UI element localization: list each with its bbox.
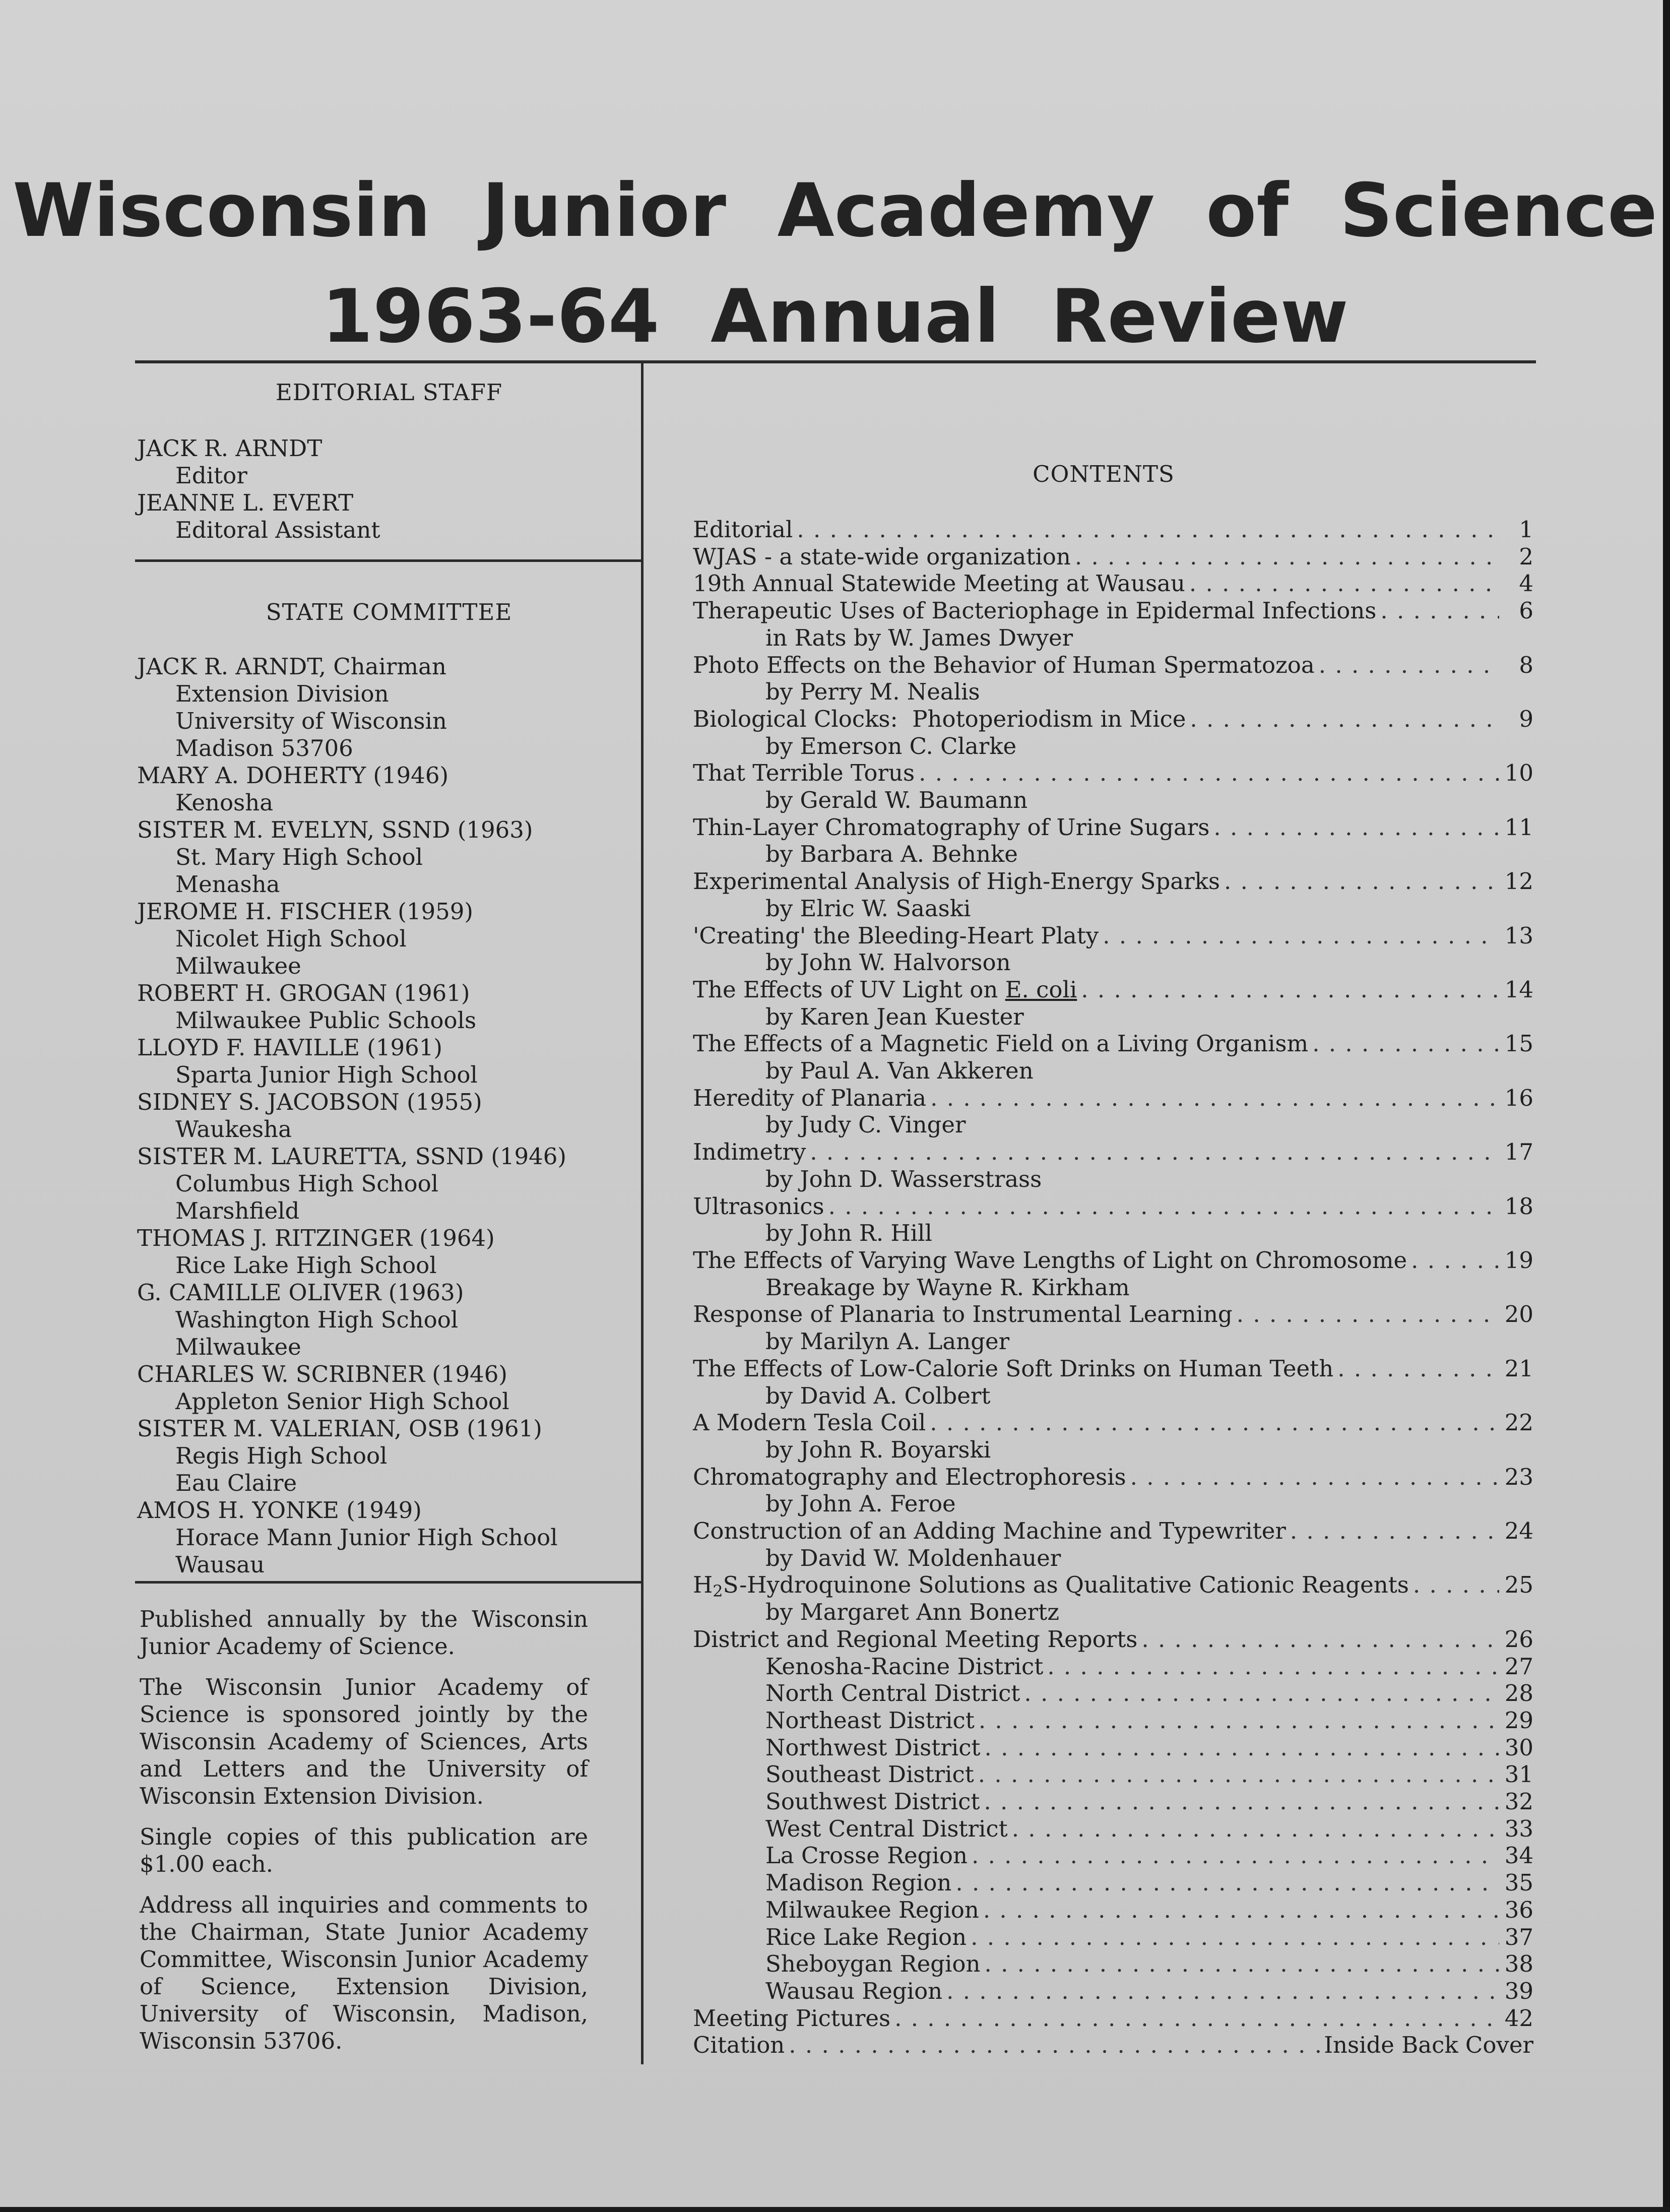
- toc-leader-dots: [1290, 1518, 1499, 1545]
- toc-entry-title: [693, 814, 1209, 841]
- toc-entry: [693, 597, 1533, 624]
- toc-entry: [693, 1653, 1533, 1680]
- toc-title-text: Northeast District: [765, 1707, 975, 1734]
- toc-entry: [693, 1950, 1533, 1978]
- toc-entry-title: [693, 1139, 806, 1166]
- toc-entry: [693, 1978, 1533, 2005]
- toc-title-text: Citation: [693, 2032, 785, 2059]
- toc-leader-dots: [1411, 1247, 1499, 1274]
- toc-entry-title: [693, 1571, 1409, 1599]
- toc-entry-author: by Barbara A. Behnke: [765, 841, 1018, 868]
- committee-detail-line: St. Mary High School: [175, 844, 423, 870]
- toc-entry-title: [693, 597, 1376, 624]
- toc-leader-dots: [1141, 1626, 1499, 1653]
- toc-entry: [693, 976, 1533, 1003]
- committee-detail-line: Columbus High School: [175, 1170, 439, 1197]
- toc-leader-dots: [1024, 1680, 1499, 1707]
- toc-entry-title: [693, 652, 1315, 679]
- toc-leader-dots: [955, 1869, 1499, 1897]
- committee-detail-line: Milwaukee Public Schools: [175, 1007, 477, 1034]
- toc-leader-dots: [984, 1950, 1499, 1978]
- toc-title-text: District and Regional Meeting Reports: [693, 1625, 1138, 1653]
- committee-detail-line: Rice Lake High School: [175, 1252, 437, 1279]
- toc-leader-dots: [946, 1978, 1499, 2005]
- toc-entry: [693, 1842, 1533, 1869]
- toc-title-text: 'Creating' the Bleeding-Heart Platy: [693, 922, 1099, 949]
- staff-line: Editoral Assistant: [175, 517, 380, 543]
- toc-entry-title: [765, 1734, 981, 1761]
- toc-leader-dots: [1213, 814, 1499, 841]
- toc-entry: [693, 1193, 1533, 1220]
- staff-line: Editor: [175, 462, 247, 489]
- toc-page-number: 11: [1504, 813, 1533, 841]
- publication-paragraph: Single copies of this publication are $1.00 each.: [140, 1823, 588, 1877]
- committee-detail-line: Milwaukee: [175, 953, 301, 979]
- toc-entry: [693, 1734, 1533, 1761]
- toc-title-text: Southwest District: [765, 1788, 980, 1815]
- toc-entry-title: [765, 1707, 975, 1734]
- toc-title-text: The Effects of UV Light on: [693, 976, 998, 1003]
- toc-leader-dots: [1130, 1464, 1499, 1491]
- toc-title-text: The Effects of Varying Wave Lengths of Light on Chromosome: [693, 1246, 1407, 1274]
- toc-title-text: That Terrible Torus: [693, 760, 915, 787]
- toc-entry: [693, 1626, 1533, 1653]
- committee-detail-line: Horace Mann Junior High School: [175, 1524, 558, 1551]
- toc-leader-dots: [1189, 570, 1499, 597]
- toc-entry: [693, 1680, 1533, 1707]
- committee-member-name: SISTER M. EVELYN, SSND (1963): [137, 816, 533, 843]
- toc-title-text: Therapeutic Uses of Bacteriophage in Epidermal Infections: [693, 597, 1377, 624]
- toc-formula-subscript: 2: [713, 1582, 723, 1601]
- toc-entry-title: [693, 1301, 1233, 1328]
- toc-page-number: 4: [1519, 570, 1533, 597]
- title-divider: [135, 360, 1536, 363]
- toc-title-text: Indimetry: [693, 1139, 806, 1166]
- committee-detail-line: Madison 53706: [175, 735, 353, 762]
- committee-detail-line: Wausau: [175, 1551, 265, 1578]
- toc-entry: [693, 1761, 1533, 1788]
- toc-entry: [693, 516, 1533, 543]
- page-title-line-1: Wisconsin Junior Academy of Science: [13, 168, 1657, 254]
- toc-title-text: WJAS - a state-wide organization: [693, 543, 1071, 570]
- toc-entry-title: [765, 1924, 967, 1951]
- toc-page-number: 9: [1519, 705, 1533, 732]
- toc-leader-dots: [1337, 1355, 1499, 1382]
- toc-entry-title: [765, 1788, 980, 1815]
- toc-page-number: 16: [1504, 1084, 1533, 1111]
- toc-page-number: 23: [1504, 1463, 1533, 1490]
- committee-detail-line: Marshfield: [175, 1197, 300, 1224]
- toc-entry-author: by John W. Halvorson: [765, 949, 1011, 976]
- toc-entry-title: [693, 1409, 926, 1436]
- toc-entry-author: by David W. Moldenhauer: [765, 1544, 1061, 1571]
- toc-page-number: 17: [1504, 1139, 1533, 1166]
- toc-entry: [693, 1139, 1533, 1166]
- publication-info: [140, 1606, 588, 2055]
- toc-entry-title: [693, 570, 1185, 597]
- toc-entry-author: by John R. Hill: [765, 1220, 932, 1247]
- toc-entry-author: by Emerson C. Clarke: [765, 732, 1017, 760]
- committee-member-name: LLOYD F. HAVILLE (1961): [137, 1034, 442, 1061]
- toc-page-number: 36: [1504, 1896, 1533, 1923]
- toc-entry: [693, 1247, 1533, 1274]
- toc-entry: [693, 1571, 1533, 1599]
- toc-entry-title: [693, 922, 1099, 950]
- toc-title-text: Rice Lake Region: [765, 1923, 967, 1950]
- toc-entry-author: by John R. Boyarski: [765, 1436, 991, 1463]
- toc-leader-dots: [1012, 1815, 1499, 1843]
- toc-entry-author: by Karen Jean Kuester: [765, 1003, 1024, 1030]
- toc-entry-title: [693, 760, 915, 787]
- toc-title-text: Madison Region: [765, 1869, 952, 1897]
- toc-title-text: Northwest District: [765, 1734, 981, 1761]
- toc-entry-title: [693, 868, 1220, 895]
- toc-entry-title: [693, 1518, 1286, 1545]
- toc-leader-dots: [978, 1761, 1499, 1788]
- toc-page-number: 27: [1504, 1653, 1533, 1680]
- toc-entry-title: [693, 1464, 1126, 1491]
- toc-page-number: 29: [1504, 1707, 1533, 1734]
- toc-page-number: 22: [1504, 1409, 1533, 1436]
- toc-entry: [693, 1301, 1533, 1328]
- toc-page-number: 38: [1504, 1950, 1533, 1978]
- committee-member-name: AMOS H. YONKE (1949): [137, 1497, 422, 1524]
- toc-page-number: 1: [1519, 516, 1533, 543]
- toc-entry: [693, 1788, 1533, 1815]
- scan-edge-bottom: [0, 2207, 1670, 2212]
- toc-entry-title: [693, 1030, 1308, 1057]
- committee-detail-line: Milwaukee: [175, 1334, 301, 1360]
- committee-detail-line: University of Wisconsin: [175, 708, 447, 734]
- toc-page-number: 26: [1504, 1625, 1533, 1653]
- toc-title-species: E. coli: [1005, 976, 1077, 1003]
- toc-leader-dots: [983, 1897, 1499, 1924]
- committee-detail-line: Menasha: [175, 871, 280, 898]
- column-divider: [641, 363, 644, 2064]
- toc-leader-dots: [810, 1139, 1499, 1166]
- committee-detail-line: Kenosha: [175, 789, 274, 816]
- toc-entry: [693, 1897, 1533, 1924]
- toc-leader-dots: [979, 1707, 1499, 1734]
- toc-entry-author: by Gerald W. Baumann: [765, 787, 1028, 814]
- toc-page-number: 18: [1504, 1192, 1533, 1220]
- toc-page-number: 25: [1504, 1571, 1533, 1599]
- toc-entry: [693, 1030, 1533, 1057]
- toc-leader-dots: [930, 1085, 1499, 1112]
- toc-leader-dots: [789, 2032, 1320, 2059]
- toc-entry: [693, 760, 1533, 787]
- toc-entry-title: [765, 1815, 1008, 1843]
- contents-heading: CONTENTS: [1033, 461, 1175, 487]
- toc-title-text: Wausau Region: [765, 1977, 943, 2004]
- toc-leader-dots: [1190, 706, 1499, 733]
- committee-detail-line: Nicolet High School: [175, 925, 407, 952]
- committee-member-name: SISTER M. LAURETTA, SSND (1946): [137, 1143, 566, 1170]
- toc-entry-author: by David A. Colbert: [765, 1382, 991, 1409]
- toc-page-number: 20: [1504, 1301, 1533, 1328]
- toc-page-number: 19: [1504, 1246, 1533, 1274]
- toc-leader-dots: [1312, 1030, 1499, 1057]
- toc-page-number: Inside Back Cover: [1324, 2032, 1533, 2059]
- toc-entry: [693, 1869, 1533, 1897]
- toc-title-text: Biological Clocks: Photoperiodism in Mice: [693, 705, 1186, 732]
- toc-leader-dots: [828, 1193, 1499, 1220]
- publication-paragraph: Address all inquiries and comments to the Chairman, State Junior Academy Committee, Wisconsin Junior Academy of Science, Extension Division, University of Wisconsin, Madison, Wisconsin 53706.: [140, 1891, 588, 2054]
- toc-leader-dots: [1319, 652, 1499, 679]
- toc-leader-dots: [1047, 1653, 1499, 1680]
- toc-entry-title: [765, 1842, 968, 1869]
- table-of-contents: [693, 516, 1533, 2059]
- toc-entry: [693, 1707, 1533, 1734]
- toc-page-number: 10: [1504, 760, 1533, 787]
- toc-page-number: 35: [1504, 1869, 1533, 1897]
- toc-leader-dots: [797, 516, 1499, 543]
- toc-page-number: 2: [1519, 543, 1533, 570]
- toc-entry-title: [693, 976, 1077, 1003]
- toc-entry-title: [693, 706, 1186, 733]
- toc-page-number: 13: [1504, 922, 1533, 949]
- toc-entry-author: by Margaret Ann Bonertz: [765, 1599, 1059, 1626]
- toc-title-text: The Effects of a Magnetic Field on a Living Organism: [693, 1030, 1309, 1057]
- committee-member-name: ROBERT H. GROGAN (1961): [137, 980, 470, 1006]
- toc-title-text: West Central District: [765, 1815, 1008, 1842]
- toc-title-text: Photo Effects on the Behavior of Human Spermatozoa: [693, 651, 1315, 678]
- toc-leader-dots: [1075, 543, 1499, 571]
- toc-entry: [693, 1355, 1533, 1382]
- toc-entry: [693, 1085, 1533, 1112]
- toc-page-number: 15: [1504, 1030, 1533, 1057]
- toc-entry-title: [693, 543, 1071, 571]
- toc-page-number: 14: [1504, 976, 1533, 1003]
- committee-member-name: SISTER M. VALERIAN, OSB (1961): [137, 1415, 542, 1442]
- editorial-staff-heading: EDITORIAL STAFF: [275, 379, 503, 406]
- committee-member-name: SIDNEY S. JACOBSON (1955): [137, 1089, 482, 1115]
- toc-entry: [693, 652, 1533, 679]
- toc-leader-dots: [1413, 1571, 1499, 1599]
- toc-entry-author: by John A. Feroe: [765, 1490, 956, 1518]
- committee-detail-line: Regis High School: [175, 1442, 388, 1469]
- toc-entry-author: by John D. Wasserstrass: [765, 1165, 1042, 1192]
- toc-leader-dots: [919, 760, 1499, 787]
- committee-detail-line: Washington High School: [175, 1306, 459, 1333]
- committee-detail-line: Appleton Senior High School: [175, 1388, 509, 1415]
- committee-member-name: JEROME H. FISCHER (1959): [137, 898, 473, 925]
- toc-entry-title: [693, 1626, 1137, 1653]
- toc-leader-dots: [1237, 1301, 1499, 1328]
- toc-entry-author: in Rats by W. James Dwyer: [765, 624, 1073, 651]
- toc-leader-dots: [930, 1409, 1499, 1436]
- toc-entry: [693, 570, 1533, 597]
- toc-page-number: 8: [1519, 651, 1533, 678]
- toc-entry: [693, 2032, 1533, 2059]
- toc-title-text: Chromatography and Electrophoresis: [693, 1463, 1126, 1490]
- toc-entry-title: [765, 1897, 979, 1924]
- state-committee-heading: STATE COMMITTEE: [266, 599, 512, 625]
- toc-page-number: 34: [1504, 1842, 1533, 1869]
- committee-detail-line: Extension Division: [175, 680, 389, 707]
- toc-page-number: 37: [1504, 1923, 1533, 1950]
- committee-member-name: THOMAS J. RITZINGER (1964): [137, 1225, 495, 1251]
- editorial-staff-list: [137, 435, 380, 544]
- toc-leader-dots: [1081, 976, 1499, 1003]
- toc-entry: [693, 868, 1533, 895]
- toc-title-text: Editorial: [693, 516, 793, 543]
- committee-detail-line: Eau Claire: [175, 1470, 297, 1496]
- publication-paragraph: Published annually by the Wisconsin Junior Academy of Science.: [140, 1606, 588, 1660]
- page-title-line-2: 1963-64 Annual Review: [322, 274, 1348, 359]
- toc-page-number: 24: [1504, 1518, 1533, 1545]
- committee-member-name: CHARLES W. SCRIBNER (1946): [137, 1361, 507, 1387]
- toc-entry: [693, 1815, 1533, 1843]
- toc-entry-title: [765, 1869, 951, 1897]
- toc-entry-author: by Marilyn A. Langer: [765, 1328, 1010, 1355]
- toc-entry-author: by Perry M. Nealis: [765, 678, 980, 706]
- toc-entry-title: [693, 516, 793, 543]
- toc-entry-author: by Elric W. Saaski: [765, 895, 971, 922]
- toc-title-text: Experimental Analysis of High-Energy Sparks: [693, 868, 1220, 895]
- toc-title-text: Ultrasonics: [693, 1192, 824, 1220]
- staff-line: JACK R. ARNDT: [137, 435, 323, 462]
- toc-entry: [693, 1518, 1533, 1545]
- toc-entry: [693, 543, 1533, 571]
- toc-entry-title: [693, 1085, 926, 1112]
- publication-paragraph: The Wisconsin Junior Academy of Science is sponsored jointly by the Wisconsin Academy of Sciences, Arts and Letters and the University of Wisconsin Extension Division.: [140, 1674, 588, 1809]
- toc-title-text: S-Hydroquinone Solutions as Qualitative Cationic Reagents: [723, 1571, 1409, 1599]
- toc-entry-title: [765, 1978, 942, 2005]
- committee-member-name: JACK R. ARNDT, Chairman: [137, 653, 446, 680]
- toc-page-number: 33: [1504, 1815, 1533, 1842]
- toc-leader-dots: [1224, 868, 1499, 895]
- committee-member-name: G. CAMILLE OLIVER (1963): [137, 1279, 464, 1306]
- toc-leader-dots: [972, 1842, 1499, 1869]
- state-committee-list: [137, 653, 566, 1578]
- toc-title-text: The Effects of Low-Calorie Soft Drinks on Human Teeth: [693, 1355, 1334, 1382]
- toc-formula-h: H: [693, 1571, 713, 1599]
- committee-member-name: MARY A. DOHERTY (1946): [137, 762, 449, 789]
- committee-divider: [135, 1581, 641, 1584]
- toc-entry: [693, 1409, 1533, 1436]
- toc-title-text: Sheboygan Region: [765, 1950, 981, 1978]
- toc-page-number: 39: [1504, 1977, 1533, 2004]
- toc-page-number: 42: [1504, 2004, 1533, 2032]
- toc-entry-author: by Paul A. Van Akkeren: [765, 1057, 1034, 1085]
- toc-entry-title: [765, 1761, 974, 1788]
- toc-entry-title: [765, 1680, 1020, 1707]
- toc-title-text: La Crosse Region: [765, 1842, 968, 1869]
- toc-entry-title: [693, 2005, 890, 2032]
- toc-leader-dots: [894, 2005, 1499, 2032]
- toc-entry: [693, 2005, 1533, 2032]
- toc-title-text: Meeting Pictures: [693, 2004, 891, 2032]
- toc-title-text: Kenosha-Racine District: [765, 1653, 1044, 1680]
- toc-title-text: Thin-Layer Chromatography of Urine Sugars: [693, 813, 1210, 841]
- toc-leader-dots: [1380, 597, 1499, 624]
- toc-leader-dots: [971, 1924, 1499, 1951]
- toc-leader-dots: [985, 1734, 1499, 1761]
- toc-title-text: A Modern Tesla Coil: [693, 1409, 926, 1436]
- toc-title-text: Milwaukee Region: [765, 1896, 979, 1923]
- toc-page-number: 28: [1504, 1680, 1533, 1707]
- toc-title-text: Construction of an Adding Machine and Typewriter: [693, 1518, 1286, 1545]
- toc-entry-title: [693, 1247, 1407, 1274]
- toc-entry: [693, 922, 1533, 950]
- toc-title-text: 19th Annual Statewide Meeting at Wausau: [693, 570, 1185, 597]
- staff-divider: [135, 559, 641, 562]
- toc-title-text: North Central District: [765, 1680, 1020, 1707]
- toc-title-text: Heredity of Planaria: [693, 1084, 927, 1111]
- staff-line: JEANNE L. EVERT: [137, 489, 354, 516]
- toc-page-number: 31: [1504, 1761, 1533, 1788]
- toc-page-number: 32: [1504, 1788, 1533, 1815]
- toc-entry: [693, 1924, 1533, 1951]
- toc-page-number: 21: [1504, 1355, 1533, 1382]
- toc-page-number: 6: [1519, 597, 1533, 624]
- toc-leader-dots: [1103, 922, 1499, 950]
- committee-detail-line: Waukesha: [175, 1116, 292, 1143]
- toc-entry-author: Breakage by Wayne R. Kirkham: [765, 1274, 1130, 1301]
- toc-entry-title: [693, 2032, 785, 2059]
- committee-detail-line: Sparta Junior High School: [175, 1061, 478, 1088]
- toc-entry: [693, 814, 1533, 841]
- toc-title-text: Response of Planaria to Instrumental Learning: [693, 1301, 1233, 1328]
- toc-leader-dots: [984, 1788, 1499, 1815]
- toc-title-text: Southeast District: [765, 1761, 974, 1788]
- toc-entry-title: [693, 1193, 824, 1220]
- toc-entry-title: [693, 1355, 1333, 1382]
- toc-entry-author: by Judy C. Vinger: [765, 1111, 966, 1139]
- toc-entry-title: [765, 1950, 980, 1978]
- toc-entry: [693, 706, 1533, 733]
- toc-entry: [693, 1464, 1533, 1491]
- toc-page-number: 30: [1504, 1734, 1533, 1761]
- toc-entry-title: [765, 1653, 1043, 1680]
- toc-page-number: 12: [1504, 868, 1533, 895]
